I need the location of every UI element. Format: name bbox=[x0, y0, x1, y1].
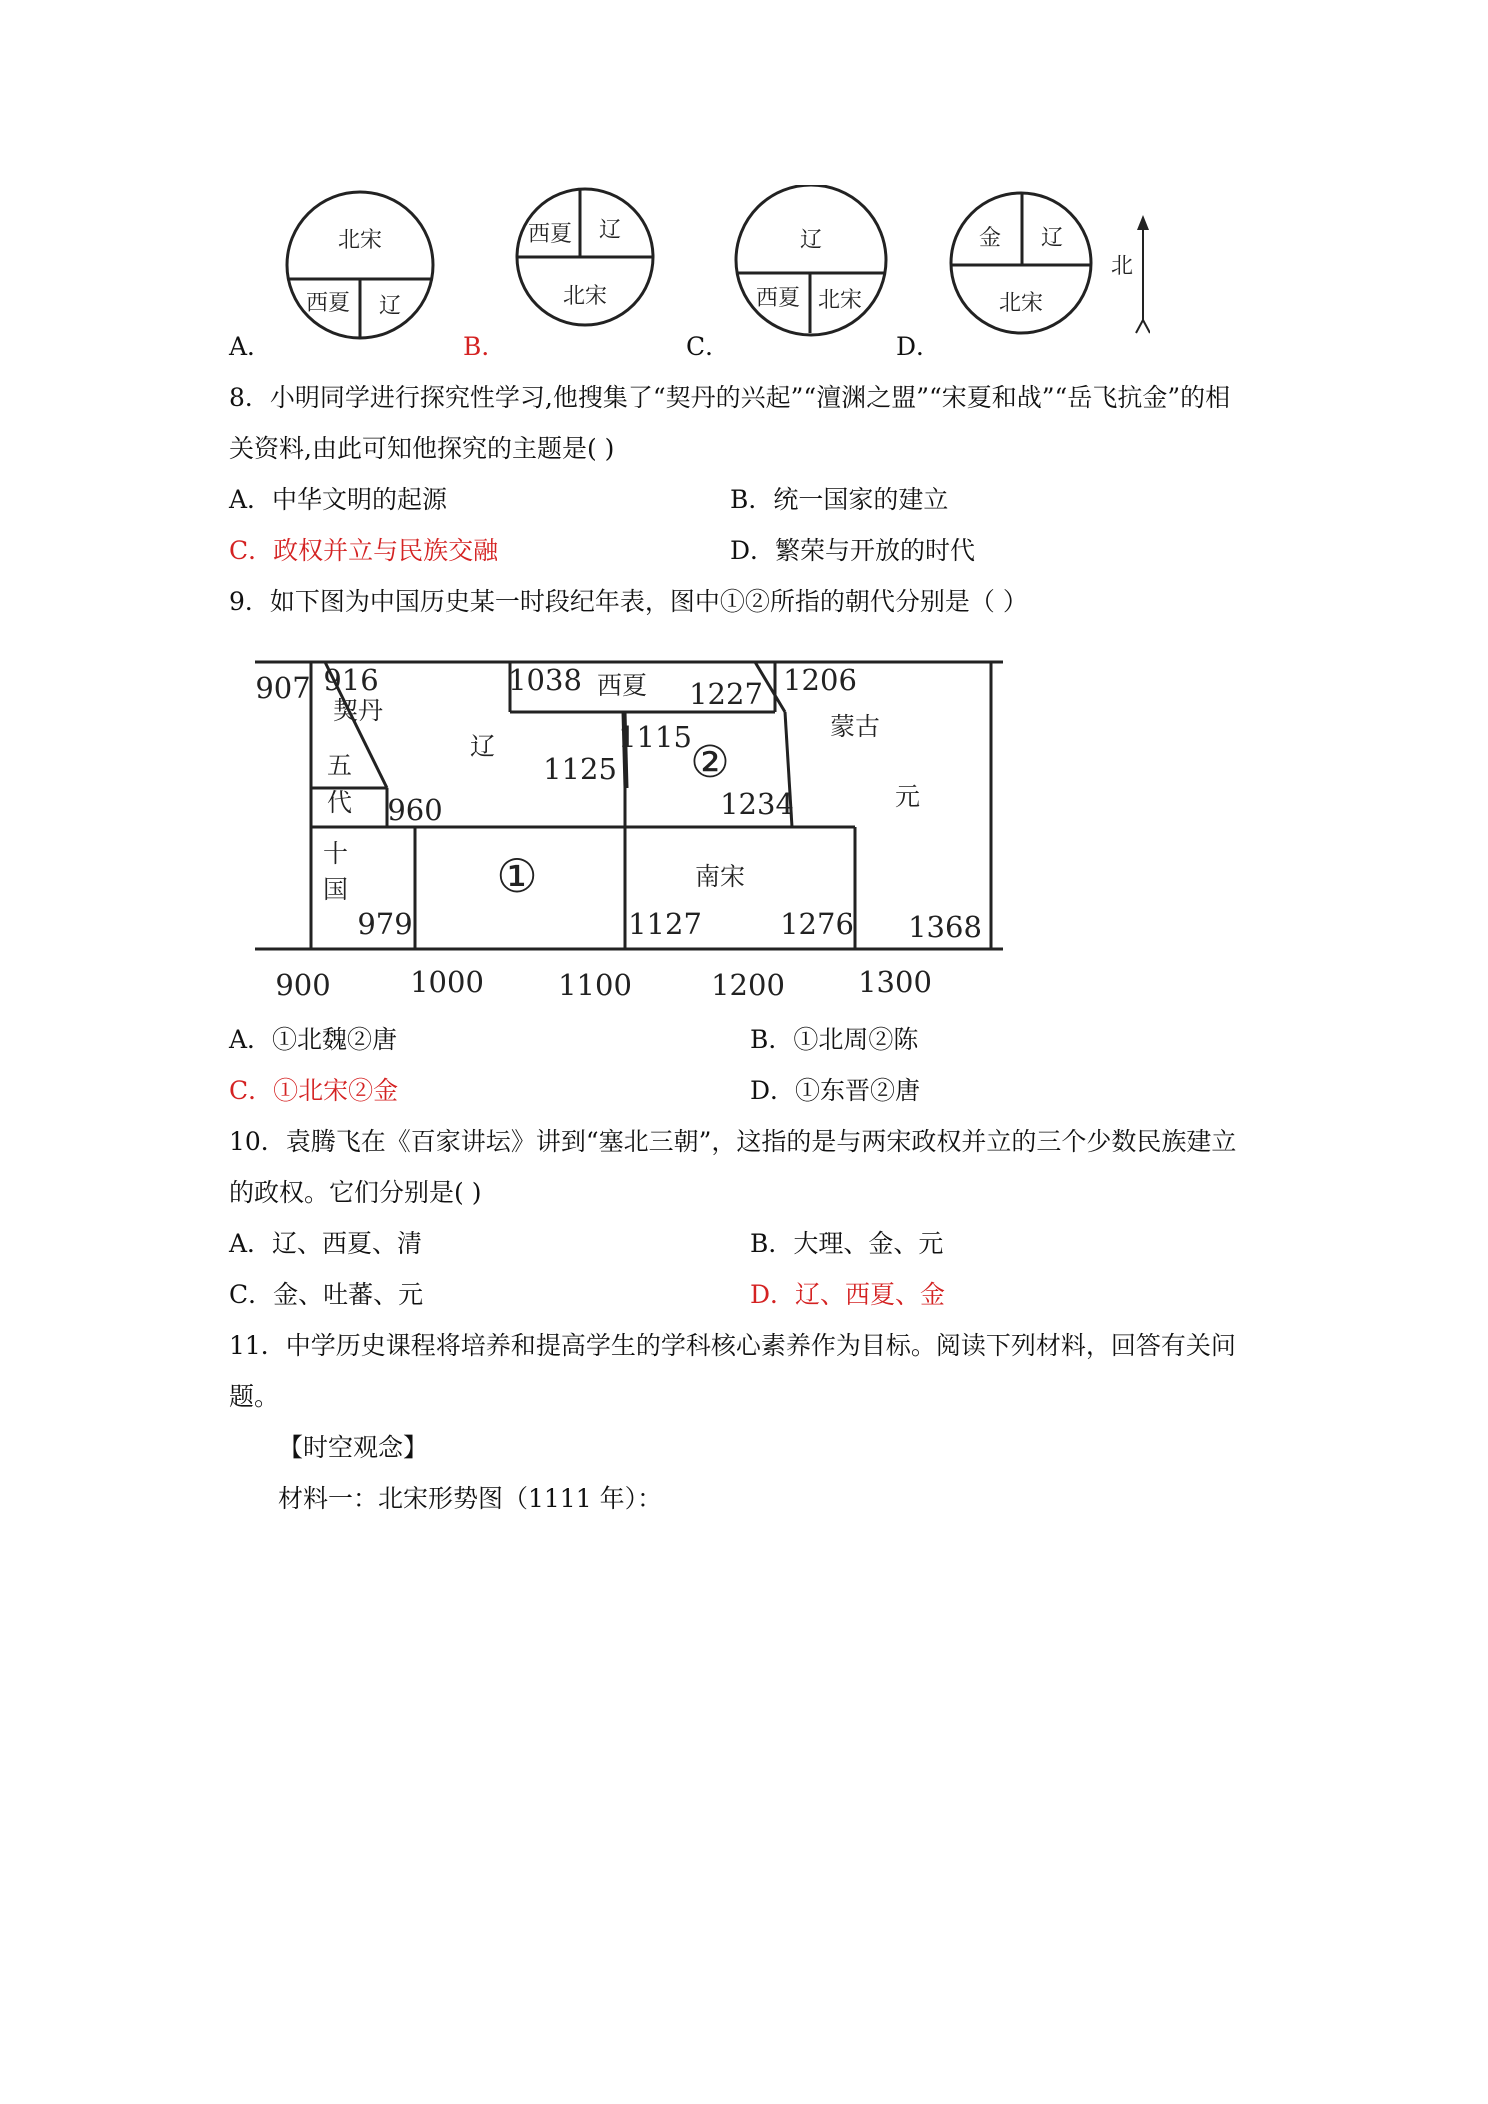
q8-option-d: D．繁荣与开放的时代 bbox=[730, 536, 976, 565]
circle-b bbox=[517, 189, 653, 325]
label-wu: 五 bbox=[327, 751, 353, 780]
q9-option-a: A．①北魏②唐 bbox=[229, 1025, 398, 1054]
north-arrow-icon bbox=[1111, 215, 1150, 333]
q10-option-a: A．辽、西夏、清 bbox=[229, 1229, 423, 1258]
axis-1200: 1200 bbox=[711, 968, 785, 1002]
circle-d-top-right: 辽 bbox=[1040, 226, 1064, 251]
circle-d-bottom: 北宋 bbox=[998, 291, 1044, 316]
label-circle-2: ② bbox=[690, 737, 730, 788]
q11-section-title: 【时空观念】 bbox=[278, 1433, 429, 1462]
year-1115: 1115 bbox=[618, 720, 692, 754]
circle-b-bottom: 北宋 bbox=[562, 284, 608, 309]
q11-material-1: 材料一：北宋形势图（1111 年）： bbox=[278, 1484, 663, 1513]
axis-900: 900 bbox=[275, 968, 331, 1002]
q11-stem-line2: 题。 bbox=[229, 1382, 280, 1411]
q9-stem: 9．如下图为中国历史某一时段纪年表，图中①②所指的朝代分别是（ ） bbox=[229, 587, 1028, 616]
q8-stem-line1: 8．小明同学进行探究性学习,他搜集了“契丹的兴起”“澶渊之盟”“宋夏和战”“岳飞抗金”的相 bbox=[229, 383, 1231, 412]
circle-a-top: 北宋 bbox=[337, 228, 383, 253]
q10-option-c: C．金、吐蕃、元 bbox=[229, 1280, 424, 1309]
q10-option-d: D．辽、西夏、金 bbox=[750, 1280, 946, 1309]
q8-option-b: B．统一国家的建立 bbox=[730, 485, 949, 514]
circle-c-top: 辽 bbox=[799, 228, 823, 253]
year-1227: 1227 bbox=[689, 677, 763, 711]
q9-option-d: D．①东晋②唐 bbox=[750, 1076, 921, 1105]
axis-1000: 1000 bbox=[410, 965, 484, 999]
q8-stem-line2: 关资料,由此可知他探究的主题是( ) bbox=[229, 434, 615, 463]
year-907: 907 bbox=[255, 671, 311, 705]
year-1206: 1206 bbox=[783, 663, 857, 697]
circle-b-top-right: 辽 bbox=[598, 218, 622, 243]
label-dai: 代 bbox=[327, 788, 353, 817]
year-1127: 1127 bbox=[628, 907, 702, 941]
q9-option-b: B．①北周②陈 bbox=[750, 1025, 919, 1054]
q7-option-a: A． bbox=[229, 332, 273, 361]
circle-d-top-left: 金 bbox=[978, 226, 1002, 251]
axis-1100: 1100 bbox=[558, 968, 632, 1002]
year-1276: 1276 bbox=[780, 907, 854, 941]
label-menggu: 蒙古 bbox=[830, 712, 881, 741]
q11-stem-line1: 11．中学历史课程将培养和提高学生的学科核心素养作为目标。阅读下列材料，回答有关问 bbox=[229, 1331, 1236, 1360]
label-xixia: 西夏 bbox=[597, 671, 648, 700]
circle-a-bottom-left: 西夏 bbox=[305, 291, 351, 316]
circle-b-top-left: 西夏 bbox=[527, 222, 573, 247]
year-1038: 1038 bbox=[508, 663, 582, 697]
q7-option-d: D． bbox=[896, 332, 942, 361]
q7-option-b: B． bbox=[463, 332, 507, 361]
label-guo: 国 bbox=[323, 875, 349, 904]
circle-c-bottom-left: 西夏 bbox=[755, 286, 801, 311]
north-label: 北 bbox=[1110, 254, 1134, 279]
q8-option-a: A．中华文明的起源 bbox=[229, 485, 448, 514]
q9-option-c: C．①北宋②金 bbox=[229, 1076, 399, 1105]
circle-c-bottom-right: 北宋 bbox=[817, 288, 863, 313]
q9-chronology-chart bbox=[255, 652, 1015, 1007]
label-nansong: 南宋 bbox=[695, 862, 746, 891]
label-liao: 辽 bbox=[470, 732, 496, 761]
q10-option-b: B．大理、金、元 bbox=[750, 1229, 944, 1258]
axis-1300: 1300 bbox=[858, 965, 932, 999]
circle-a-bottom-right: 辽 bbox=[378, 294, 402, 319]
label-circle-1: ① bbox=[496, 849, 538, 903]
label-shi: 十 bbox=[323, 839, 349, 868]
year-960: 960 bbox=[387, 793, 443, 827]
year-1125: 1125 bbox=[543, 752, 617, 786]
year-979: 979 bbox=[357, 907, 413, 941]
circle-c bbox=[736, 185, 886, 335]
circle-d bbox=[951, 193, 1091, 333]
year-1368: 1368 bbox=[908, 910, 982, 944]
q7-option-c: C． bbox=[686, 332, 731, 361]
q10-stem-line2: 的政权。它们分别是( ) bbox=[229, 1178, 482, 1207]
label-qidan: 契丹 bbox=[333, 696, 384, 725]
label-yuan: 元 bbox=[895, 782, 921, 811]
year-1234: 1234 bbox=[720, 787, 794, 821]
q8-option-c: C．政权并立与民族交融 bbox=[229, 536, 499, 565]
q10-stem-line1: 10．袁腾飞在《百家讲坛》讲到“塞北三朝”，这指的是与两宋政权并立的三个少数民族建立 bbox=[229, 1127, 1237, 1156]
circle-a bbox=[287, 192, 433, 338]
year-916: 916 bbox=[323, 663, 379, 697]
